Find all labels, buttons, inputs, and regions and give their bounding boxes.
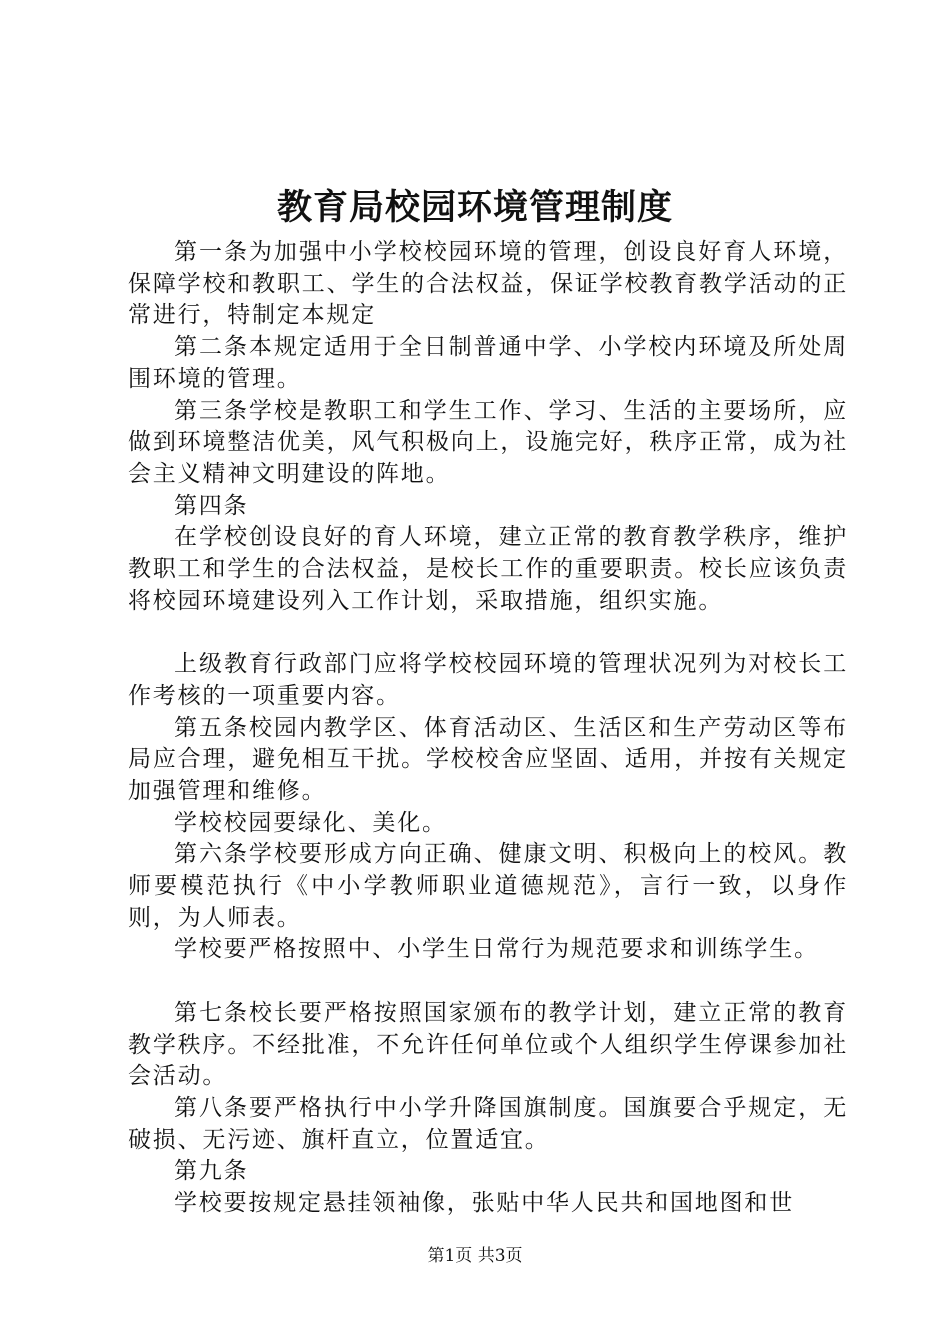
paragraph-article-6: 第六条学校要形成方向正确、健康文明、积极向上的校风。教师要模范执行《中小学教师职业道德规范》，言行一致，以身作则，为人师表。 bbox=[128, 841, 848, 931]
paragraph-article-1: 第一条为加强中小学校校园环境的管理，创设良好育人环境，保障学校和教职工、学生的合法权益，保证学校教育教学活动的正常进行，特制定本规定 bbox=[128, 239, 848, 329]
paragraph-article-5: 第五条校园内教学区、体育活动区、生活区和生产劳动区等布局应合理，避免相互干扰。学校校舍应坚固、适用，并按有关规定加强管理和维修。 bbox=[128, 714, 848, 804]
document-title: 教育局校园环境管理制度 bbox=[276, 187, 673, 228]
paragraph-article-9-heading: 第九条 bbox=[174, 1158, 249, 1185]
document-body bbox=[128, 237, 848, 1220]
paragraph-article-3: 第三条学校是教职工和学生工作、学习、生活的主要场所，应做到环境整洁优美，风气积极向上，设施完好，秩序正常，成为社会主义精神文明建设的阵地。 bbox=[128, 397, 848, 487]
paragraph-article-8: 第八条要严格执行中小学升降国旗制度。国旗要合乎规定，无破损、无污迹、旗杆直立，位置适宜。 bbox=[128, 1094, 848, 1153]
paragraph-article-7: 第七条校长要严格按照国家颁布的教学计划，建立正常的教育教学秩序。不经批准，不允许任何单位或个人组织学生停课参加社会活动。 bbox=[128, 999, 848, 1090]
page-number-footer: 第1页 共3页 bbox=[427, 1246, 523, 1266]
paragraph-article-4-body: 在学校创设良好的育人环境，建立正常的教育教学秩序，维护教职工和学生的合法权益，是校长工作的重要职责。校长应该负责将校园环境建设列入工作计划，采取措施，组织实施。 bbox=[128, 524, 848, 614]
paragraph-article-6-conduct: 学校要严格按照中、小学生日常行为规范要求和训练学生。 bbox=[174, 936, 819, 963]
paragraph-article-2: 第二条本规定适用于全日制普通中学、小学校内环境及所处周围环境的管理。 bbox=[128, 334, 848, 392]
paragraph-article-4-heading: 第四条 bbox=[174, 492, 249, 519]
paragraph-article-4-supervision: 上级教育行政部门应将学校校园环境的管理状况列为对校长工作考核的一项重要内容。 bbox=[128, 651, 848, 709]
paragraph-article-9-body: 学校要按规定悬挂领袖像，张贴中华人民共和国地图和世 bbox=[174, 1190, 794, 1217]
paragraph-article-5-greening: 学校校园要绿化、美化。 bbox=[174, 809, 447, 836]
